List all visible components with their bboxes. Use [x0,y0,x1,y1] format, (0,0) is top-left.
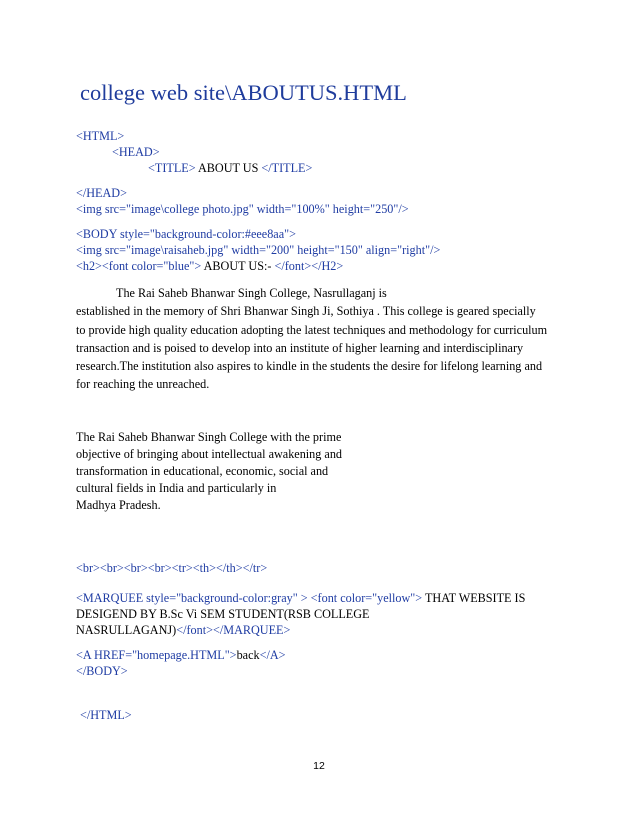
marquee-text-2: DESIGEND BY B.Sc Vi SEM STUDENT(RSB COLLEGE [76,607,370,621]
code-line-body-close [76,663,128,679]
h2-text: ABOUT US:- [201,259,275,273]
paragraph-line: research.The institution also aspires to kindle in the students the desire for lifelong learning and [76,359,543,374]
code-line-html-open [76,128,124,144]
paragraph-line: Madhya Pradesh. [76,498,161,512]
code-line-anchor [76,647,286,663]
paragraph-line: for reaching the unreached. [76,377,210,392]
paragraph-line: to provide high quality education adopting the latest techniques and methodology for curriculum [76,322,548,337]
br-tags: <br><br><br><br><tr><th></th></tr> [76,561,268,575]
img-college-tag: <img src="image\college photo.jpg" width="100%" height="250"/> [76,202,409,216]
code-line-br [76,560,267,576]
anchor-open-tag: <A HREF="homepage.HTML"> [76,648,237,662]
html-open-tag: <HTML> [76,129,125,143]
code-line-html-close [80,707,132,723]
code-line-marquee-1 [76,590,525,606]
code-line-title [148,160,312,176]
head-open-tag: <HEAD> [112,145,160,159]
paragraph-objective [76,429,342,514]
code-line-body-open [76,226,296,242]
code-line-marquee-2 [76,606,369,622]
anchor-close-tag: </A> [259,648,286,662]
paragraph-line: The Rai Saheb Bhanwar Singh College, Nasrullaganj is [116,286,387,300]
paragraph-line: objective of bringing about intellectual awakening and [76,447,343,461]
marquee-text-3: NASRULLAGANJ) [76,623,177,637]
head-close-tag: </HEAD> [76,186,127,200]
marquee-close-tag: </font></MARQUEE> [176,623,291,637]
code-line-marquee-3 [76,622,290,638]
body-close-tag: </BODY> [76,664,128,678]
paragraph-line: transaction and is poised to develop into an institute of higher learning and interdisciplinary [76,340,524,355]
document-heading: college web site\ABOUTUS.HTML [80,80,407,105]
h2-close-tag: </font></H2> [274,259,344,273]
code-line-head-open [112,144,160,160]
img-raisaheb-tag: <img src="image\raisaheb.jpg" width="200" height="150" align="right"/> [76,243,441,257]
code-line-img1 [76,201,409,217]
paragraph-line: established in the memory of Shri Bhanwar Singh Ji, Sothiya . This college is geared specially [76,304,536,319]
paragraph-line: The Rai Saheb Bhanwar Singh College with the prime [76,430,342,444]
code-line-h2 [76,258,343,274]
anchor-text: back [236,648,260,662]
h2-open-tag: <h2><font color="blue"> [76,259,202,273]
marquee-open-tag: <MARQUEE style="background-color:gray" > <font color="yellow"> [76,591,423,605]
title-close-tag: </TITLE> [261,161,313,175]
paragraph-intro [76,284,547,394]
code-line-head-close [76,185,127,201]
code-line-img2 [76,242,440,258]
page-number: 12 [313,760,325,772]
title-open-tag: <TITLE> [148,161,196,175]
title-text: ABOUT US [195,161,262,175]
paragraph-line: cultural fields in India and particularly in [76,481,277,495]
marquee-text-1: THAT WEBSITE IS [422,591,526,605]
body-open-tag: <BODY style="background-color:#eee8aa"> [76,227,296,241]
paragraph-line: transformation in educational, economic, social and [76,464,329,478]
html-close-tag: </HTML> [80,708,132,722]
